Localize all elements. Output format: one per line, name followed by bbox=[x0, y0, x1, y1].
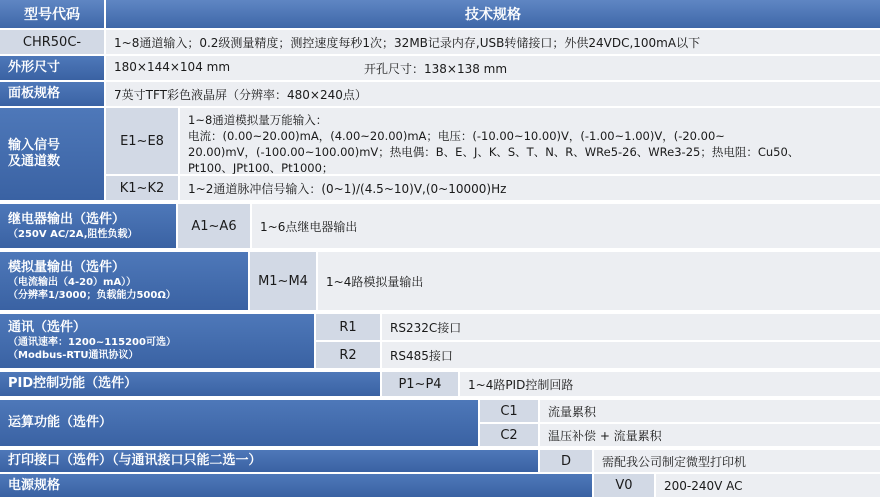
comm-sub2: （Modbus-RTU通讯协议） bbox=[8, 350, 139, 361]
comm-r1-code: R1 bbox=[316, 314, 380, 340]
pid-label bbox=[0, 372, 380, 396]
analog-input-line: 20.00)mV，(-100.00~100.00)mV；热电偶：B、E、J、K、S、T、N、R、WRe5-26、WRe3-25；热电阻：Cu50、 bbox=[188, 145, 800, 159]
pid-code: P1~P4 bbox=[382, 372, 458, 396]
model-code: CHR50C- bbox=[0, 30, 104, 54]
relay-spec: 1~6点继电器输出 bbox=[252, 204, 880, 248]
power-spec: 200-240V AC bbox=[656, 474, 880, 497]
comm-title: 通讯（选件） bbox=[8, 320, 87, 335]
input-label bbox=[0, 108, 104, 200]
calc-c2-code: C2 bbox=[480, 424, 538, 446]
print-label bbox=[0, 450, 538, 472]
analog-input-line: 1~8通道模拟量万能输入： bbox=[188, 113, 328, 127]
power-label bbox=[0, 474, 592, 497]
comm-label bbox=[0, 314, 314, 368]
comm-r1-spec: RS232C接口 bbox=[382, 314, 880, 340]
relay-code: A1~A6 bbox=[178, 204, 250, 248]
analog-output-code: M1~M4 bbox=[250, 252, 316, 310]
analog-output-sub1: （电流输出（4-20）mA）） bbox=[8, 277, 137, 288]
relay-label bbox=[0, 204, 176, 248]
panel-spec: 7英寸TFT彩色液晶屏（分辨率：480×240点） bbox=[106, 82, 880, 106]
comm-sub1: （通讯速率：1200~115200可选） bbox=[8, 337, 176, 348]
analog-output-sub2: （分辨率1/3000；负载能力500Ω） bbox=[8, 290, 176, 301]
calc-title: 运算功能（选件） bbox=[8, 415, 113, 430]
panel-label-text: 面板规格 bbox=[8, 86, 61, 101]
input-label-line1: 输入信号 bbox=[8, 138, 61, 153]
power-code: V0 bbox=[594, 474, 654, 497]
pulse-input-spec: 1~2通道脉冲信号输入：(0~1)/(4.5~10)V,(0~10000)Hz bbox=[180, 176, 880, 200]
print-spec: 需配我公司制定微型打印机 bbox=[594, 450, 880, 472]
input-label-line2: 及通道数 bbox=[8, 154, 61, 169]
analog-input-line: Pt100、JPt100、Pt1000； bbox=[188, 161, 334, 174]
panel-label bbox=[0, 82, 104, 106]
pulse-input-code: K1~K2 bbox=[106, 176, 178, 200]
size-label bbox=[0, 56, 104, 80]
outer-size: 180×144×104 mm bbox=[114, 59, 231, 74]
size-spec bbox=[106, 56, 880, 80]
analog-input-line: 电流：(0.00~20.00)mA，(4.00~20.00)mA；电压：(-10.00~10.00)V，(-1.00~1.00)V，(-20.00~ bbox=[188, 129, 725, 143]
analog-input-code: E1~E8 bbox=[106, 108, 178, 174]
size-label-text: 外形尺寸 bbox=[8, 60, 61, 75]
model-code-header: 型号代码 bbox=[0, 0, 104, 28]
calc-c2-spec: 温压补偿 + 流量累积 bbox=[540, 424, 880, 446]
spec-header: 技术规格 bbox=[106, 0, 880, 28]
calc-c1-spec: 流量累积 bbox=[540, 400, 880, 422]
analog-output-spec: 1~4路模拟量输出 bbox=[318, 252, 880, 310]
print-code: D bbox=[540, 450, 592, 472]
model-spec: 1~8通道输入；0.2级测量精度；测控速度每秒1次；32MB记录内存,USB转储接口；外供24VDC,100mA以下 bbox=[106, 30, 880, 54]
comm-r2-code: R2 bbox=[316, 342, 380, 368]
calc-label bbox=[0, 400, 478, 446]
analog-output-title: 模拟量输出（选件） bbox=[8, 260, 126, 275]
power-title: 电源规格 bbox=[8, 477, 61, 493]
analog-input-spec bbox=[180, 108, 880, 174]
calc-c1-code: C1 bbox=[480, 400, 538, 422]
comm-r2-spec: RS485接口 bbox=[382, 342, 880, 368]
pid-spec: 1~4路PID控制回路 bbox=[460, 372, 880, 396]
analog-output-label bbox=[0, 252, 248, 310]
cutout-size: 开孔尺寸：138×138 mm bbox=[364, 61, 508, 76]
pid-title: PID控制功能（选件） bbox=[8, 376, 138, 391]
relay-subtitle: （250V AC/2A,阻性负载） bbox=[8, 228, 138, 240]
print-title: 打印接口（选件）（与通讯接口只能二选一） bbox=[8, 453, 262, 468]
relay-title: 继电器输出（选件） bbox=[8, 211, 126, 227]
